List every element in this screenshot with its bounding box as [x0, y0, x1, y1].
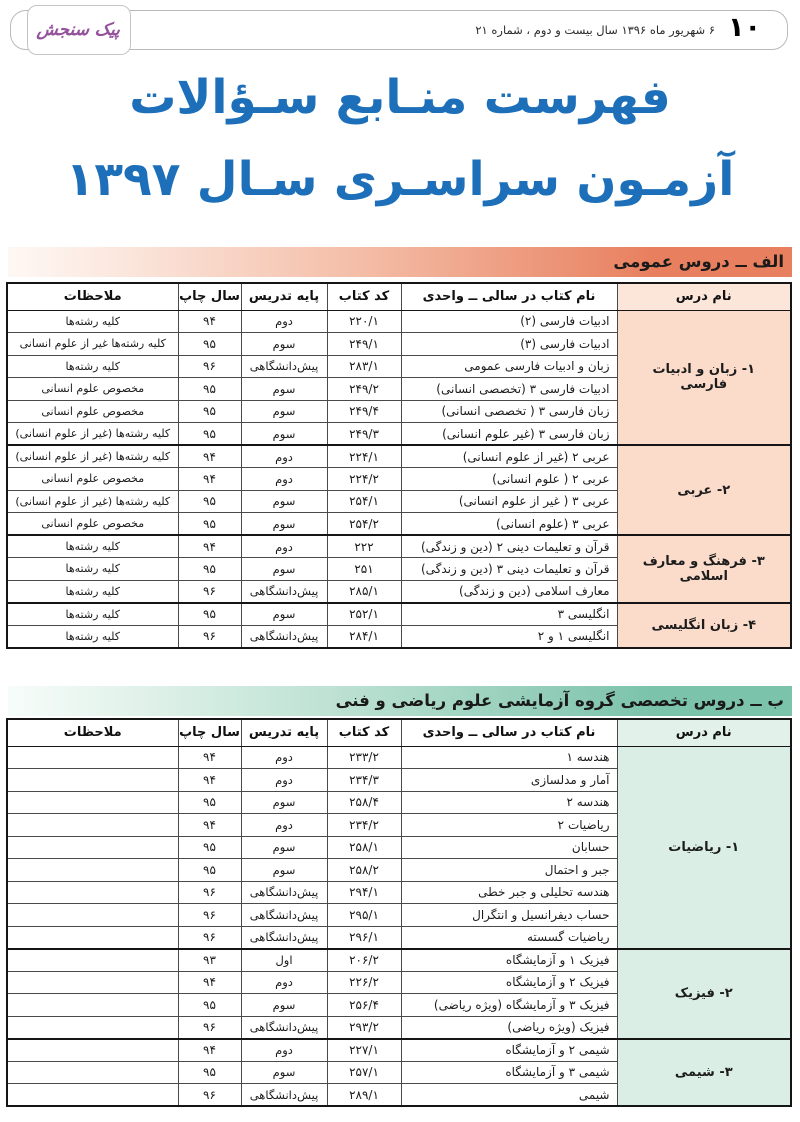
notes-cell [7, 859, 178, 882]
year-cell: ۹۵ [178, 994, 241, 1017]
course-name-cell: ۱- ریاضیات [617, 746, 791, 949]
notes-cell [7, 904, 178, 927]
year-cell: ۹۶ [178, 1084, 241, 1107]
year-cell: ۹۴ [178, 468, 241, 491]
issue-info: ۶ شهریور ماه ۱۳۹۶ سال بیست و دوم ، شماره ۲۱ [475, 23, 715, 37]
year-cell: ۹۴ [178, 1039, 241, 1062]
book-cell: انگلیسی ۱ و ۲ [401, 625, 617, 648]
year-cell: ۹۵ [178, 603, 241, 626]
grade-cell: سوم [241, 558, 327, 581]
book-cell: ریاضیات گسسته [401, 926, 617, 949]
notes-cell: مخصوص علوم انسانی [7, 378, 178, 401]
course-name-cell: ۲- فیزیک [617, 949, 791, 1039]
year-cell: ۹۴ [178, 746, 241, 769]
code-cell: ۲۹۳/۲ [327, 1016, 401, 1039]
year-cell: ۹۶ [178, 904, 241, 927]
book-cell: هندسه ۱ [401, 746, 617, 769]
book-cell: فیزیک ۱ و آزمایشگاه [401, 949, 617, 972]
book-cell: زبان و ادبیات فارسی عمومی [401, 355, 617, 378]
book-cell: جبر و احتمال [401, 859, 617, 882]
book-cell: انگلیسی ۳ [401, 603, 617, 626]
page-number: ۱۰ [728, 12, 761, 43]
notes-cell: مخصوص علوم انسانی [7, 513, 178, 536]
grade-cell: دوم [241, 310, 327, 333]
code-cell: ۲۸۹/۱ [327, 1084, 401, 1107]
book-cell: قرآن و تعلیمات دینی ۳ (دین و زندگی) [401, 558, 617, 581]
book-cell: شیمی ۲ و آزمایشگاه [401, 1039, 617, 1062]
book-cell: فیزیک ۲ و آزمایشگاه [401, 971, 617, 994]
year-cell: ۹۶ [178, 881, 241, 904]
grade-cell: سوم [241, 490, 327, 513]
year-cell: ۹۵ [178, 1061, 241, 1084]
book-cell: ادبیات فارسی (۳) [401, 333, 617, 356]
code-cell: ۲۵۱ [327, 558, 401, 581]
grade-cell: سوم [241, 513, 327, 536]
notes-cell: کلیه رشته‌ها (غیر از علوم انسانی) [7, 445, 178, 468]
table-header-row [7, 283, 791, 310]
logo-text: پیک سنجش [36, 20, 122, 40]
page-title-line2: آزمـون سراسـری سـال ۱۳۹۷ [65, 152, 735, 207]
notes-cell [7, 746, 178, 769]
grade-cell: سوم [241, 378, 327, 401]
notes-cell [7, 881, 178, 904]
notes-cell [7, 836, 178, 859]
year-cell: ۹۶ [178, 926, 241, 949]
page-header-bar [10, 10, 788, 50]
book-cell: عربی ۲ (غیر از علوم انسانی) [401, 445, 617, 468]
column-header-course: نام درس [617, 719, 791, 746]
code-cell: ۲۳۴/۳ [327, 769, 401, 792]
code-cell: ۲۵۲/۱ [327, 603, 401, 626]
code-cell: ۲۸۳/۱ [327, 355, 401, 378]
grade-cell: سوم [241, 603, 327, 626]
code-cell: ۲۲۰/۱ [327, 310, 401, 333]
code-cell: ۲۵۸/۴ [327, 791, 401, 814]
notes-cell: کلیه رشته‌ها [7, 558, 178, 581]
column-header-code: کد کتاب [327, 719, 401, 746]
grade-cell: دوم [241, 971, 327, 994]
notes-cell: کلیه رشته‌ها غیر از علوم انسانی [7, 333, 178, 356]
code-cell: ۲۲۲ [327, 535, 401, 558]
code-cell: ۲۴۹/۳ [327, 423, 401, 446]
grade-cell: سوم [241, 791, 327, 814]
code-cell: ۲۳۴/۲ [327, 814, 401, 837]
grade-cell: سوم [241, 423, 327, 446]
general-courses-table [6, 282, 792, 649]
code-cell: ۲۵۸/۲ [327, 859, 401, 882]
year-cell: ۹۵ [178, 400, 241, 423]
column-header-notes: ملاحظات [7, 283, 178, 310]
table-row [7, 949, 791, 972]
book-cell: ادبیات فارسی ۳ (تخصصی انسانی) [401, 378, 617, 401]
table-row [7, 603, 791, 626]
notes-cell: مخصوص علوم انسانی [7, 468, 178, 491]
year-cell: ۹۶ [178, 580, 241, 603]
column-header-year: سال چاپ [178, 719, 241, 746]
code-cell: ۲۵۷/۱ [327, 1061, 401, 1084]
code-cell: ۲۹۵/۱ [327, 904, 401, 927]
notes-cell: کلیه رشته‌ها [7, 625, 178, 648]
year-cell: ۹۳ [178, 949, 241, 972]
math-technical-courses-table [6, 718, 792, 1107]
book-cell: ادبیات فارسی (۲) [401, 310, 617, 333]
year-cell: ۹۴ [178, 769, 241, 792]
notes-cell [7, 1039, 178, 1062]
year-cell: ۹۴ [178, 971, 241, 994]
book-cell: هندسه تحلیلی و جبر خطی [401, 881, 617, 904]
grade-cell: دوم [241, 445, 327, 468]
table-row [7, 535, 791, 558]
grade-cell: دوم [241, 535, 327, 558]
notes-cell: کلیه رشته‌ها [7, 355, 178, 378]
column-header-book: نام کتاب در سالی ــ واحدی [401, 283, 617, 310]
code-cell: ۲۴۹/۲ [327, 378, 401, 401]
grade-cell: اول [241, 949, 327, 972]
code-cell: ۲۴۹/۱ [327, 333, 401, 356]
grade-cell: پیش‌دانشگاهی [241, 355, 327, 378]
year-cell: ۹۵ [178, 859, 241, 882]
book-cell: فیزیک ۳ و آزمایشگاه (ویژه ریاضی) [401, 994, 617, 1017]
code-cell: ۲۵۴/۱ [327, 490, 401, 513]
book-cell: فیزیک (ویژه ریاضی) [401, 1016, 617, 1039]
grade-cell: سوم [241, 333, 327, 356]
year-cell: ۹۵ [178, 513, 241, 536]
code-cell: ۲۲۴/۱ [327, 445, 401, 468]
book-cell: عربی ۳ (علوم انسانی) [401, 513, 617, 536]
grade-cell: پیش‌دانشگاهی [241, 881, 327, 904]
table-row [7, 445, 791, 468]
column-header-notes: ملاحظات [7, 719, 178, 746]
code-cell: ۲۴۹/۴ [327, 400, 401, 423]
notes-cell: کلیه رشته‌ها (غیر از علوم انسانی) [7, 423, 178, 446]
grade-cell: پیش‌دانشگاهی [241, 1016, 327, 1039]
code-cell: ۲۹۶/۱ [327, 926, 401, 949]
course-name-cell: ۱- زبان و ادبیات فارسی [617, 310, 791, 445]
year-cell: ۹۵ [178, 423, 241, 446]
table-header-row [7, 719, 791, 746]
column-header-grade: پایه تدریس [241, 283, 327, 310]
code-cell: ۲۸۴/۱ [327, 625, 401, 648]
grade-cell: دوم [241, 769, 327, 792]
table-row [7, 746, 791, 769]
notes-cell: کلیه رشته‌ها [7, 535, 178, 558]
notes-cell: کلیه رشته‌ها [7, 310, 178, 333]
code-cell: ۲۲۷/۱ [327, 1039, 401, 1062]
code-cell: ۲۵۶/۴ [327, 994, 401, 1017]
year-cell: ۹۴ [178, 535, 241, 558]
column-header-grade: پایه تدریس [241, 719, 327, 746]
grade-cell: پیش‌دانشگاهی [241, 625, 327, 648]
book-cell: آمار و مدلسازی [401, 769, 617, 792]
grade-cell: سوم [241, 400, 327, 423]
notes-cell [7, 791, 178, 814]
code-cell: ۲۸۵/۱ [327, 580, 401, 603]
notes-cell [7, 1084, 178, 1107]
book-cell: حساب دیفرانسیل و انتگرال [401, 904, 617, 927]
notes-cell: کلیه رشته‌ها (غیر از علوم انسانی) [7, 490, 178, 513]
book-cell: شیمی [401, 1084, 617, 1107]
book-cell: معارف اسلامی (دین و زندگی) [401, 580, 617, 603]
notes-cell [7, 1061, 178, 1084]
book-cell: زبان فارسی ۳ (غیر علوم انسانی) [401, 423, 617, 446]
notes-cell: مخصوص علوم انسانی [7, 400, 178, 423]
year-cell: ۹۵ [178, 791, 241, 814]
code-cell: ۲۲۴/۲ [327, 468, 401, 491]
code-cell: ۲۰۶/۲ [327, 949, 401, 972]
book-cell: عربی ۲ ( علوم انسانی) [401, 468, 617, 491]
grade-cell: دوم [241, 1039, 327, 1062]
year-cell: ۹۵ [178, 333, 241, 356]
code-cell: ۲۵۴/۲ [327, 513, 401, 536]
course-name-cell: ۲- عربی [617, 445, 791, 535]
column-header-book: نام کتاب در سالی ــ واحدی [401, 719, 617, 746]
code-cell: ۲۳۳/۲ [327, 746, 401, 769]
course-name-cell: ۳- فرهنگ و معارف اسلامی [617, 535, 791, 603]
grade-cell: سوم [241, 836, 327, 859]
code-cell: ۲۲۶/۲ [327, 971, 401, 994]
notes-cell [7, 949, 178, 972]
notes-cell [7, 1016, 178, 1039]
year-cell: ۹۵ [178, 836, 241, 859]
grade-cell: پیش‌دانشگاهی [241, 580, 327, 603]
section-b-header: ب ــ دروس تخصصی گروه آزمایشی علوم ریاضی و فنی [8, 686, 792, 716]
table-row [7, 310, 791, 333]
notes-cell [7, 814, 178, 837]
year-cell: ۹۶ [178, 355, 241, 378]
course-name-cell: ۳- شیمی [617, 1039, 791, 1107]
year-cell: ۹۴ [178, 814, 241, 837]
magazine-logo [27, 5, 131, 55]
page-title [0, 58, 800, 222]
notes-cell [7, 971, 178, 994]
grade-cell: پیش‌دانشگاهی [241, 1084, 327, 1107]
year-cell: ۹۵ [178, 378, 241, 401]
section-a-header: الف ــ دروس عمومی [8, 247, 792, 277]
book-cell: قرآن و تعلیمات دینی ۲ (دین و زندگی) [401, 535, 617, 558]
year-cell: ۹۴ [178, 310, 241, 333]
grade-cell: پیش‌دانشگاهی [241, 904, 327, 927]
book-cell: ریاضیات ۲ [401, 814, 617, 837]
book-cell: هندسه ۲ [401, 791, 617, 814]
column-header-course: نام درس [617, 283, 791, 310]
grade-cell: دوم [241, 814, 327, 837]
book-cell: حسابان [401, 836, 617, 859]
year-cell: ۹۴ [178, 445, 241, 468]
grade-cell: دوم [241, 468, 327, 491]
column-header-year: سال چاپ [178, 283, 241, 310]
page-title-line1: فهرست منـابع سـؤالات [129, 70, 671, 125]
grade-cell: سوم [241, 859, 327, 882]
year-cell: ۹۵ [178, 490, 241, 513]
book-cell: زبان فارسی ۳ ( تخصصی انسانی) [401, 400, 617, 423]
year-cell: ۹۵ [178, 558, 241, 581]
column-header-code: کد کتاب [327, 283, 401, 310]
grade-cell: سوم [241, 1061, 327, 1084]
notes-cell: کلیه رشته‌ها [7, 580, 178, 603]
book-cell: شیمی ۳ و آزمایشگاه [401, 1061, 617, 1084]
grade-cell: دوم [241, 746, 327, 769]
book-cell: عربی ۳ ( غیر از علوم انسانی) [401, 490, 617, 513]
course-name-cell: ۴- زبان انگلیسی [617, 603, 791, 648]
grade-cell: سوم [241, 994, 327, 1017]
year-cell: ۹۶ [178, 1016, 241, 1039]
grade-cell: پیش‌دانشگاهی [241, 926, 327, 949]
notes-cell [7, 994, 178, 1017]
notes-cell [7, 769, 178, 792]
code-cell: ۲۹۴/۱ [327, 881, 401, 904]
year-cell: ۹۶ [178, 625, 241, 648]
notes-cell [7, 926, 178, 949]
table-row [7, 1039, 791, 1062]
notes-cell: کلیه رشته‌ها [7, 603, 178, 626]
code-cell: ۲۵۸/۱ [327, 836, 401, 859]
